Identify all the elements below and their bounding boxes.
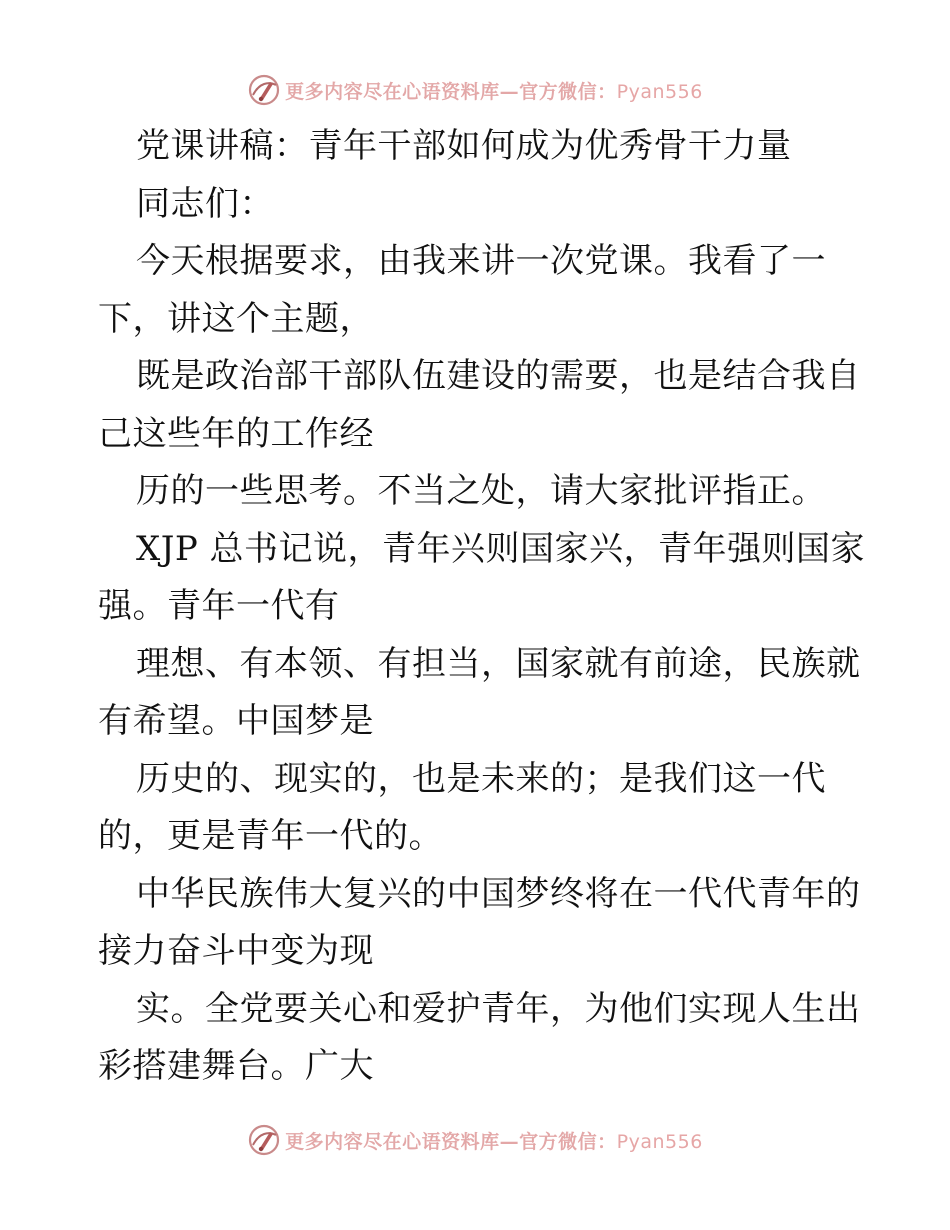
text-line: 实。全党要关心和爱护青年，为他们实现人生出 — [136, 988, 861, 1029]
text-line: XJP 总书记说，青年兴则国家兴，青年强则国家 — [136, 528, 866, 569]
text-line: 既是政治部干部队伍建设的需要，也是结合我自 — [136, 356, 861, 396]
document-body — [98, 118, 868, 1096]
text-line: 的，更是青年一代的。 — [98, 816, 443, 856]
text-line: 中华民族伟大复兴的中国梦终将在一代代青年的 — [136, 873, 861, 914]
text-line: 接力奋斗中变为现 — [98, 931, 374, 971]
document-title: 党课讲稿：青年干部如何成为优秀骨干力量 — [136, 126, 792, 166]
text-line: 历的一些思考。不当之处，请大家批评指正。 — [136, 471, 826, 511]
watermark-wechat-id: Pyan556 — [616, 1130, 703, 1153]
watermark-label: 更多内容尽在心语资料库—官方微信： — [285, 80, 617, 103]
footer-watermark — [0, 1120, 950, 1160]
text-line: 己这些年的工作经 — [98, 413, 374, 454]
text-line: 今天根据要求，由我来讲一次党课。我看了一 — [136, 241, 826, 281]
text-line: 有希望。中国梦是 — [98, 701, 374, 741]
header-watermark — [0, 70, 950, 110]
text-line: 同志们： — [136, 183, 274, 224]
text-line: 下，讲这个主题， — [98, 298, 374, 339]
text-line: 历史的、现实的，也是未来的；是我们这一代 — [136, 758, 826, 799]
ink-brush-logo-icon — [247, 1123, 281, 1157]
text-line: 彩搭建舞台。广大 — [98, 1046, 374, 1086]
text-line: 强。青年一代有 — [98, 586, 340, 626]
ink-brush-logo-icon — [247, 73, 281, 107]
watermark-wechat-id: Pyan556 — [616, 80, 703, 103]
watermark-label: 更多内容尽在心语资料库—官方微信： — [285, 1130, 617, 1153]
text-line: 理想、有本领、有担当，国家就有前途，民族就 — [136, 643, 861, 684]
